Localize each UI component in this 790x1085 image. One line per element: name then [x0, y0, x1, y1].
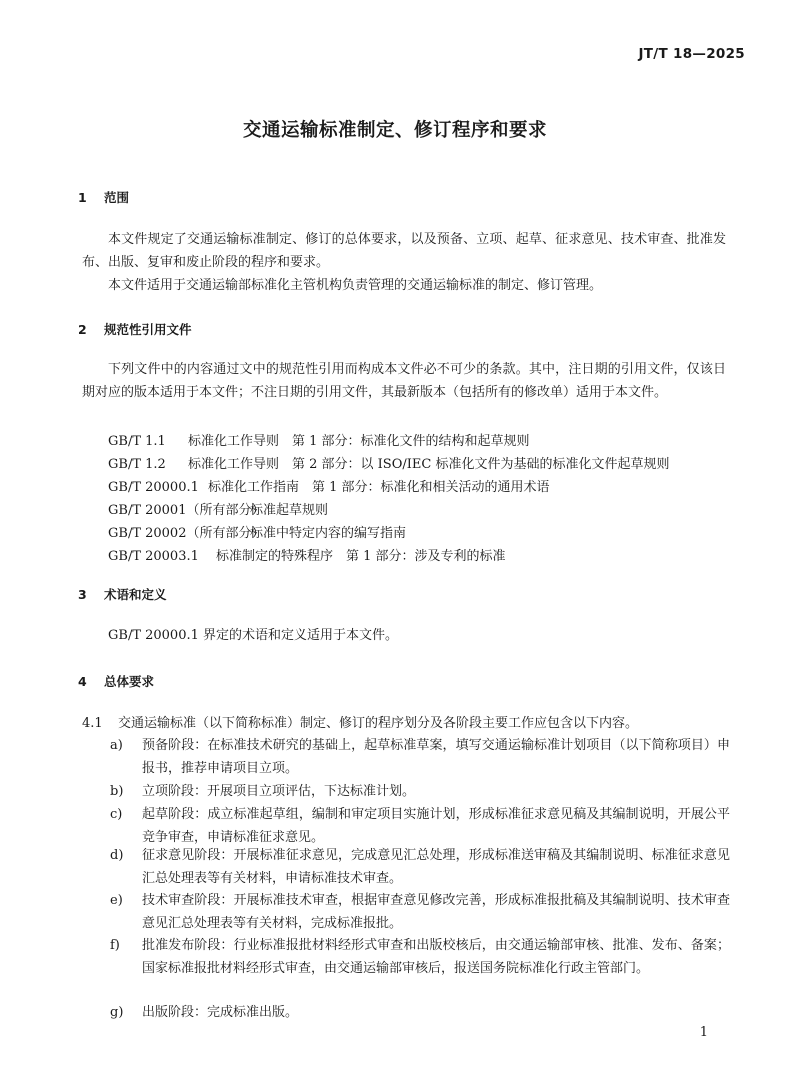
list-item-label: g): [110, 1005, 124, 1020]
scope-paragraph-2: 本文件适用于交通运输部标准化主管机构负责管理的交通运输标准的制定、修订管理。: [108, 278, 603, 293]
section-heading-general-requirements: [78, 672, 154, 690]
section-heading-scope: [78, 188, 129, 206]
list-item-label: c): [110, 807, 123, 822]
list-item-text: 征求意见阶段：开展标准征求意见，完成意见汇总处理，形成标准送审稿及其编制说明、标准征求意见汇总处理表等有关材料，申请标准技术审查。: [142, 848, 730, 886]
list-item: [110, 781, 730, 804]
terms-paragraph: GB/T 20000.1 界定的术语和定义适用于本文件。: [108, 628, 399, 643]
list-item-label: f): [110, 938, 120, 953]
reference-code: GB/T 20002（所有部分）: [108, 526, 265, 541]
list-item: [110, 845, 730, 890]
list-item: [110, 804, 730, 849]
list-item-text: 出版阶段：完成标准出版。: [142, 1005, 299, 1020]
page-number: 1: [699, 1025, 708, 1040]
page-title: 交通运输标准制定、修订程序和要求: [242, 120, 547, 141]
list-item: [110, 1002, 730, 1025]
reference-title: 标准制定的特殊程序 第 1 部分：涉及专利的标准: [216, 549, 506, 564]
reference-code: GB/T 20000.1: [108, 480, 199, 495]
section-title: 术语和定义: [104, 587, 167, 602]
list-item-text: 批准发布阶段：行业标准报批材料经形式审查和出版校核后，由交通运输部审核、批准、发布、备案；国家标准报批材料经形式审查，由交通运输部审核后，报送国务院标准化行政主管部门。: [142, 938, 730, 976]
section-number: 3: [78, 587, 87, 602]
list-item: [110, 890, 730, 935]
scope-paragraph-1: 本文件规定了交通运输标准制定、修订的总体要求，以及预备、立项、起草、征求意见、技术审查、批准发布、出版、复审和废止阶段的程序和要求。: [82, 232, 726, 270]
reference-item: [108, 545, 506, 564]
section-title: 范围: [104, 190, 130, 205]
reference-title: 标准起草规则: [250, 503, 329, 518]
list-item-label: a): [110, 738, 123, 753]
section-heading-terms: [78, 585, 167, 603]
document-code: JT/T 18—2025: [638, 46, 745, 62]
normative-intro: 下列文件中的内容通过文中的规范性引用而构成本文件必不可少的条款。其中，注日期的引用文件，仅该日期对应的版本适用于本文件；不注日期的引用文件，其最新版本（包括所有的修改单）适用于本文件。: [82, 362, 726, 400]
section-heading-normative-references: [78, 320, 192, 338]
section-title: 规范性引用文件: [104, 322, 192, 337]
reference-title: 标准化工作导则 第 1 部分：标准化文件的结构和起草规则: [188, 434, 530, 449]
clause-text: 交通运输标准（以下简称标准）制定、修订的程序划分及各阶段主要工作应包含以下内容。: [118, 716, 639, 731]
list-item-text: 技术审查阶段：开展标准技术审查，根据审查意见修改完善，形成标准报批稿及其编制说明、技术审查意见汇总处理表等有关材料，完成标准报批。: [142, 893, 730, 931]
list-item-text: 起草阶段：成立标准起草组，编制和审定项目实施计划，形成标准征求意见稿及其编制说明，开展公平竞争审查，申请标准征求意见。: [142, 807, 730, 845]
list-item-text: 立项阶段：开展项目立项评估，下达标准计划。: [142, 784, 416, 799]
list-item: [110, 935, 730, 980]
clause-4-1: [82, 712, 638, 731]
list-item: [110, 735, 730, 780]
reference-item: [108, 476, 550, 495]
reference-item: [108, 430, 530, 449]
list-item-label: d): [110, 848, 124, 863]
reference-title: 标准中特定内容的编写指南: [250, 526, 407, 541]
reference-item: [108, 522, 406, 541]
reference-item: [108, 453, 669, 472]
reference-title: 标准化工作指南 第 1 部分：标准化和相关活动的通用术语: [208, 480, 550, 495]
clause-number: 4.1: [82, 716, 103, 731]
reference-code: GB/T 1.1: [108, 434, 166, 449]
reference-item: [108, 499, 328, 518]
section-number: 4: [78, 674, 87, 689]
list-item-label: b): [110, 784, 124, 799]
list-item-label: e): [110, 893, 123, 908]
reference-code: GB/T 20001（所有部分）: [108, 503, 265, 518]
reference-code: GB/T 1.2: [108, 457, 166, 472]
section-title: 总体要求: [104, 674, 155, 689]
section-number: 1: [78, 190, 87, 205]
reference-code: GB/T 20003.1: [108, 549, 199, 564]
list-item-text: 预备阶段：在标准技术研究的基础上，起草标准草案，填写交通运输标准计划项目（以下简称项目）申报书，推荐申请项目立项。: [142, 738, 730, 776]
section-number: 2: [78, 322, 87, 337]
reference-title: 标准化工作导则 第 2 部分：以 ISO/IEC 标准化文件为基础的标准化文件起草规则: [188, 457, 670, 472]
